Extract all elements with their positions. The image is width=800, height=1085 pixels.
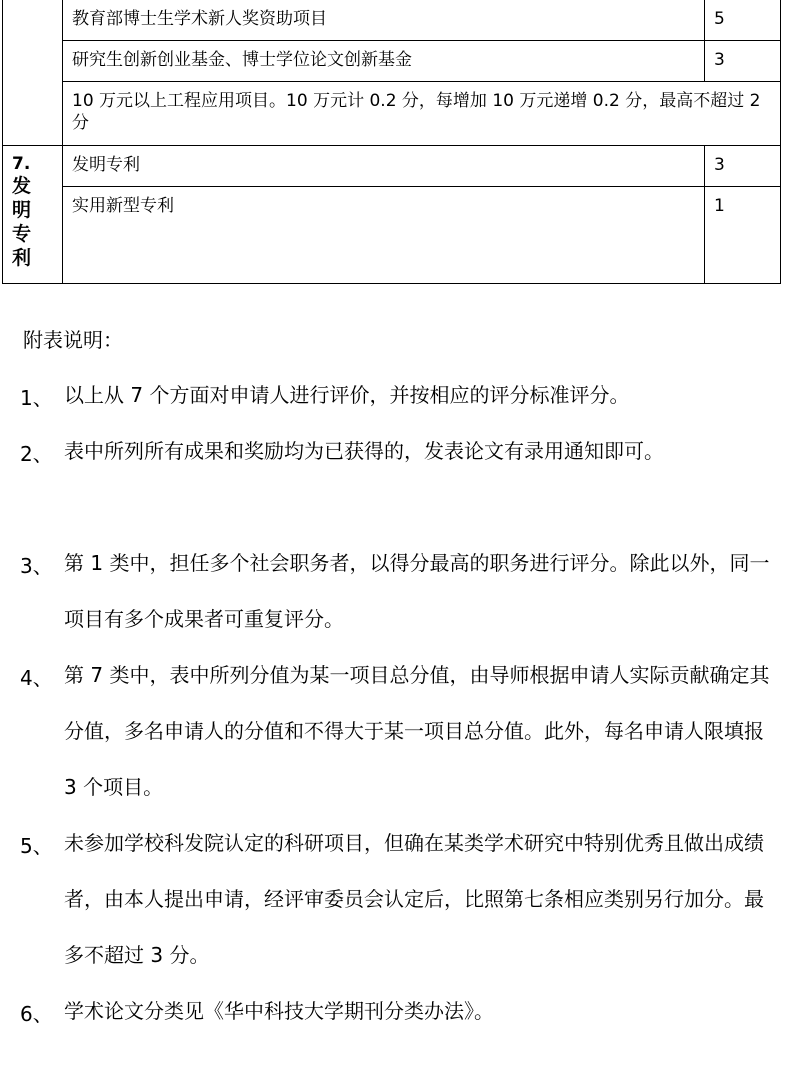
category-char: 发 (12, 175, 32, 197)
note-number: 3、 (20, 554, 53, 578)
notes-title: 附表说明： (23, 328, 123, 352)
note-number: 6、 (20, 1002, 53, 1026)
table-row (3, 41, 781, 82)
item-cell: 实用新型专利 (63, 187, 705, 284)
note-number: 4、 (20, 666, 53, 690)
item-cell: 研究生创新创业基金、博士学位论文创新基金 (63, 41, 705, 82)
note-text: 未参加学校科发院认定的科研项目，但确在某类学术研究中特别优秀且做出成绩者，由本人提出申请，经评审委员会认定后，比照第七条相应类别另行加分。最多不超过 3 分。 (64, 831, 764, 967)
category-char: 专 (12, 223, 32, 245)
category-cell-empty (3, 0, 63, 146)
table-row (3, 187, 781, 284)
table-row (3, 146, 781, 187)
note-text: 第 7 类中，表中所列分值为某一项目总分值，由导师根据申请人实际贡献确定其分值，多名申请人的分值和不得大于某一项目总分值。此外，每名申请人限填报 3 个项目。 (64, 663, 770, 799)
note-number: 2、 (20, 442, 53, 466)
category-char: 明 (12, 199, 32, 221)
table-row (3, 0, 781, 41)
note-text: 学术论文分类见《华中科技大学期刊分类办法》。 (64, 999, 494, 1023)
item-cell-wide: 10 万元以上工程应用项目。10 万元计 0.2 分，每增加 10 万元递增 0.2 分，最高不超过 2 分 (63, 82, 781, 146)
score-cell: 3 (705, 41, 781, 82)
item-cell: 发明专利 (63, 146, 705, 187)
score-cell: 3 (705, 146, 781, 187)
note-number: 1、 (20, 386, 53, 410)
note-number: 5、 (20, 834, 53, 858)
note-text: 第 1 类中，担任多个社会职务者，以得分最高的职务进行评分。除此以外，同一项目有多个成果者可重复评分。 (64, 551, 770, 631)
category-char: 利 (12, 247, 32, 269)
category-7-cell (3, 146, 63, 284)
scoring-table (2, 0, 781, 284)
note-text: 表中所列所有成果和奖励均为已获得的，发表论文有录用通知即可。 (64, 439, 664, 463)
table-row (3, 82, 781, 146)
note-text: 以上从 7 个方面对申请人进行评价，并按相应的评分标准评分。 (64, 383, 630, 407)
score-cell: 1 (705, 187, 781, 284)
category-number: 7. (12, 154, 31, 174)
item-cell: 教育部博士生学术新人奖资助项目 (63, 0, 705, 41)
score-cell: 5 (705, 0, 781, 41)
